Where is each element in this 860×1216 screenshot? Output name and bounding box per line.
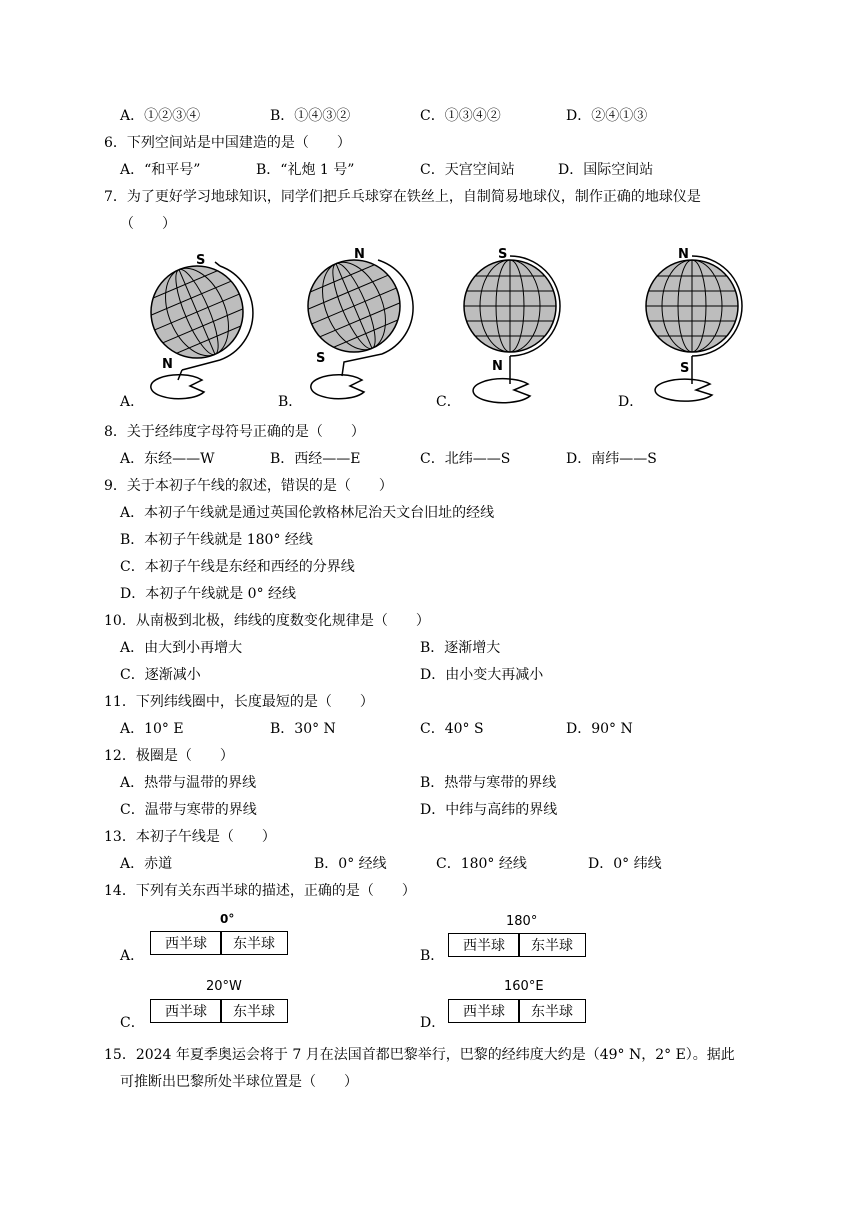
globe-b-image <box>296 242 426 404</box>
q14-option-c-letter: C． <box>120 1015 145 1031</box>
q15-stem: 15．2024 年夏季奥运会将于 7 月在法国首都巴黎举行，巴黎的经纬度大约是（49° N，2° E）。据此 <box>104 1047 735 1063</box>
globe-a-top-label: S <box>196 253 206 268</box>
q6-option-d: D．国际空间站 <box>558 162 654 178</box>
q14-option-a-meridian-label: 0° <box>220 912 235 926</box>
globe-b-bottom-label: S <box>316 351 326 366</box>
q14-option-b-meridian-label: 180° <box>506 914 538 929</box>
q9-option-c: C．本初子午线是东经和西经的分界线 <box>120 559 355 575</box>
q11-option-b: B．30° N <box>270 721 336 737</box>
q6-option-a: A．“和平号” <box>120 162 201 178</box>
q14-option-b-west: 西半球 <box>448 933 520 957</box>
q14-option-d-diagram <box>448 979 588 1025</box>
q7-option-a: A． <box>120 394 145 410</box>
globe-c-top-label: S <box>498 247 508 262</box>
q15-stem-line2: 可推断出巴黎所处半球位置是（ ） <box>120 1074 358 1090</box>
q14-option-d-east: 东半球 <box>518 999 586 1023</box>
q14-option-a-letter: A． <box>120 948 145 964</box>
q14-option-c-east: 东半球 <box>220 999 288 1023</box>
q6-stem: 6．下列空间站是中国建造的是（ ） <box>104 135 351 151</box>
q6-option-b: B．“礼炮 1 号” <box>256 162 355 178</box>
globe-c-bottom-label: N <box>492 359 503 374</box>
q8-option-b: B．西经——E <box>270 451 361 467</box>
q13-option-d: D．0° 纬线 <box>588 856 662 872</box>
q14-option-d-letter: D． <box>420 1015 446 1031</box>
q8-stem: 8．关于经纬度字母符号正确的是（ ） <box>104 424 365 440</box>
q11-stem: 11．下列纬线圈中，长度最短的是（ ） <box>104 694 374 710</box>
q7-option-b: B． <box>278 394 303 410</box>
q13-option-c: C．180° 经线 <box>436 856 527 872</box>
q10-option-d: D．由小变大再减小 <box>420 667 544 683</box>
q6-option-c: C．天宫空间站 <box>420 162 515 178</box>
q14-option-c-west: 西半球 <box>150 999 222 1023</box>
globe-c-image <box>458 244 578 408</box>
q14-option-a-west: 西半球 <box>150 931 222 955</box>
globe-d-image <box>640 242 760 406</box>
q14-option-b-letter: B． <box>420 948 445 964</box>
globe-a-bottom-label: N <box>162 357 173 372</box>
globe-a-image <box>140 244 270 404</box>
globe-d-bottom-label: S <box>680 361 690 376</box>
q14-option-d-meridian-label: 160°E <box>504 979 544 994</box>
q10-option-c: C．逐渐减小 <box>120 667 201 683</box>
q5-option-b: B．①④③② <box>270 108 351 124</box>
q12-option-c: C．温带与寒带的界线 <box>120 802 257 818</box>
q11-option-c: C．40° S <box>420 721 484 737</box>
q7-option-d: D． <box>618 394 644 410</box>
q9-option-a: A．本初子午线就是通过英国伦敦格林尼治天文台旧址的经线 <box>120 505 495 521</box>
q14-option-c-diagram <box>150 979 290 1025</box>
q12-option-d: D．中纬与高纬的界线 <box>420 802 558 818</box>
q12-stem: 12．极圈是（ ） <box>104 748 234 764</box>
q10-option-a: A．由大到小再增大 <box>120 640 243 656</box>
q14-stem: 14．下列有关东西半球的描述，正确的是（ ） <box>104 883 416 899</box>
q9-stem: 9．关于本初子午线的叙述，错误的是（ ） <box>104 478 393 494</box>
q8-option-c: C．北纬——S <box>420 451 511 467</box>
q7-option-c: C． <box>436 394 461 410</box>
q5-option-d: D．②④①③ <box>566 108 648 124</box>
q8-option-d: D．南纬——S <box>566 451 657 467</box>
globe-d-top-label: N <box>678 247 689 262</box>
q12-option-a: A．热带与温带的界线 <box>120 775 257 791</box>
q13-option-a: A．赤道 <box>120 856 173 872</box>
q5-option-c: C．①③④② <box>420 108 501 124</box>
q10-option-b: B．逐渐增大 <box>420 640 501 656</box>
q9-option-b: B．本初子午线就是 180° 经线 <box>120 532 313 548</box>
q14-option-b-east: 东半球 <box>518 933 586 957</box>
q13-stem: 13．本初子午线是（ ） <box>104 829 276 845</box>
q7-stem-paren: （ ） <box>120 216 176 232</box>
globe-b-top-label: N <box>354 247 365 262</box>
q5-option-a: A．①②③④ <box>120 108 201 124</box>
q11-option-a: A．10° E <box>120 721 184 737</box>
q14-option-b-diagram <box>448 914 588 960</box>
q14-option-c-meridian-label: 20°W <box>206 979 242 994</box>
q14-option-d-west: 西半球 <box>448 999 520 1023</box>
q14-option-a-diagram <box>150 912 290 958</box>
q14-option-a-east: 东半球 <box>220 931 288 955</box>
q11-option-d: D．90° N <box>566 721 633 737</box>
q7-stem: 7．为了更好学习地球知识，同学们把乒乓球穿在铁丝上，自制简易地球仪，制作正确的地球仪是 <box>104 189 701 205</box>
q8-option-a: A．东经——W <box>120 451 215 467</box>
q9-option-d: D．本初子午线就是 0° 经线 <box>120 586 297 602</box>
q10-stem: 10．从南极到北极，纬线的度数变化规律是（ ） <box>104 613 430 629</box>
q13-option-b: B．0° 经线 <box>314 856 387 872</box>
q12-option-b: B．热带与寒带的界线 <box>420 775 557 791</box>
